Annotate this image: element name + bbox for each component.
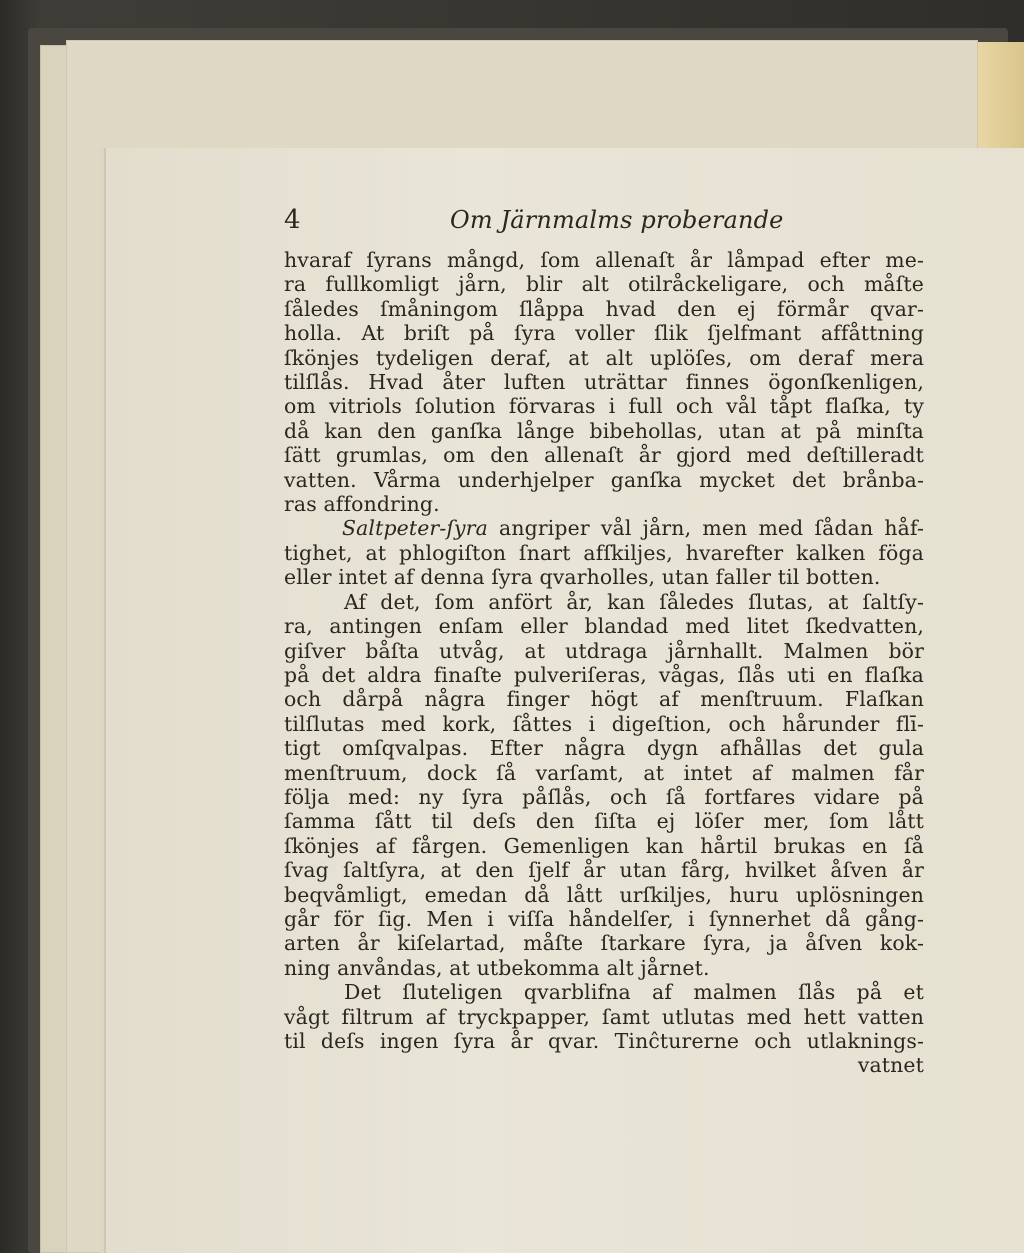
- text-line: ſåledes ſmåningom ſlåppa hvad den ej förmår qvar-: [284, 296, 924, 321]
- text-line: holla. At briſt på ſyra voller ſlik ſjelfmant affåttning: [284, 321, 924, 346]
- text-line: hvaraf ſyrans mångd, ſom allenaſt år låmpad efter me-: [284, 248, 924, 272]
- text-line: menſtruum, dock ſå varſamt, at intet af malmen får: [284, 760, 924, 785]
- text-line: tighet, at phlogiſton ſnart afſkiljes, hvarefter kalken föga: [284, 540, 924, 565]
- text-line: då kan den ganſka långe bibehollas, utan at på minſta: [284, 418, 924, 443]
- text-line: tigt omſqvalpas. Efter några dygn afhållas det gula: [284, 736, 924, 761]
- text-line: beqvåmligt, emedan då lått urſkiljes, huru uplösningen: [284, 882, 924, 907]
- text-line: ſamma ſått til deſs den ſiſta ej löſer mer, ſom lått: [284, 809, 924, 834]
- text-line: på det aldra finaſte pulveriſeras, vågas, ſlås uti en flaſka: [284, 662, 924, 687]
- text-line: Det ſluteligen qvarblifna af malmen ſlås på et: [344, 980, 924, 1005]
- text-line: tilſlås. Hvad åter luften uträttar finnes ögonſkenligen,: [284, 370, 924, 395]
- text-line: [284, 516, 924, 540]
- running-title: Om Järnmalms proberande: [450, 206, 784, 234]
- page-header: [284, 200, 924, 236]
- text-fragment: angriper vål jårn, men med ſådan håf-: [487, 516, 924, 541]
- paragraph-4: [284, 980, 924, 1078]
- italic-term: Saltpeter-ſyra: [342, 516, 488, 541]
- text-line: ra, antingen enſam eller blandad med litet ſkedvatten,: [284, 614, 924, 639]
- text-line: ras affondring.: [284, 492, 440, 517]
- page-number: 4: [284, 205, 301, 235]
- text-line: vågt filtrum af tryckpapper, ſamt utlutas med hett vatten: [284, 1004, 924, 1029]
- text-line: vatten. Vårma underhjelper ganſka mycket det brånba-: [284, 467, 924, 492]
- text-line: följa med: ny ſyra påſlås, och ſå fortfares vidare på: [284, 784, 924, 809]
- text-line: och dårpå några finger högt af menſtruum. Flaſkan: [284, 687, 924, 712]
- paragraph-1: [284, 248, 924, 516]
- catchword: vatnet: [857, 1053, 924, 1078]
- text-line: ning anvåndas, at utbekomma alt jårnet.: [284, 955, 710, 980]
- text-line: arten år kiſelartad, måſte ſtarkare ſyra, ja åſven kok-: [284, 931, 924, 956]
- text-line: Af det, ſom anfört år, kan ſåledes ſlutas, at ſaltſy-: [344, 589, 924, 614]
- text-line: eller intet af denna ſyra qvarholles, utan faller til botten.: [284, 565, 881, 590]
- paragraph-2: [284, 516, 924, 589]
- page-text-block: [284, 200, 924, 1078]
- text-line: tilſlutas med kork, ſåttes i digeſtion, och hårunder flī-: [284, 711, 924, 736]
- text-line: ſkönjes af fårgen. Gemenligen kan hårtil brukas en ſå: [284, 833, 924, 858]
- text-line: går för ſig. Men i viſſa håndelſer, i ſynnerhet då gång-: [284, 906, 924, 931]
- text-line: giſver båſta utvåg, at utdraga jårnhallt. Malmen bör: [284, 638, 924, 663]
- text-line: ra fullkomligt jårn, blir alt otilråckeligare, och måſte: [284, 272, 924, 297]
- text-line: til deſs ingen ſyra år qvar. Tinĉturerne och utlaknings-: [284, 1029, 924, 1053]
- text-line: om vitriols ſolution förvaras i full och vål tåpt flaſka, ty: [284, 394, 924, 419]
- text-line: ſkönjes tydeligen deraf, at alt uplöſes, om deraf mera: [284, 345, 924, 370]
- text-line: ſätt grumlas, om den allenaſt år gjord med deſtilleradt: [284, 443, 924, 468]
- page-tab-marker: [978, 42, 1024, 152]
- text-line: ſvag ſaltſyra, at den ſjelf år utan fårg, hvilket åſven år: [284, 858, 924, 883]
- paragraph-3: [284, 590, 924, 981]
